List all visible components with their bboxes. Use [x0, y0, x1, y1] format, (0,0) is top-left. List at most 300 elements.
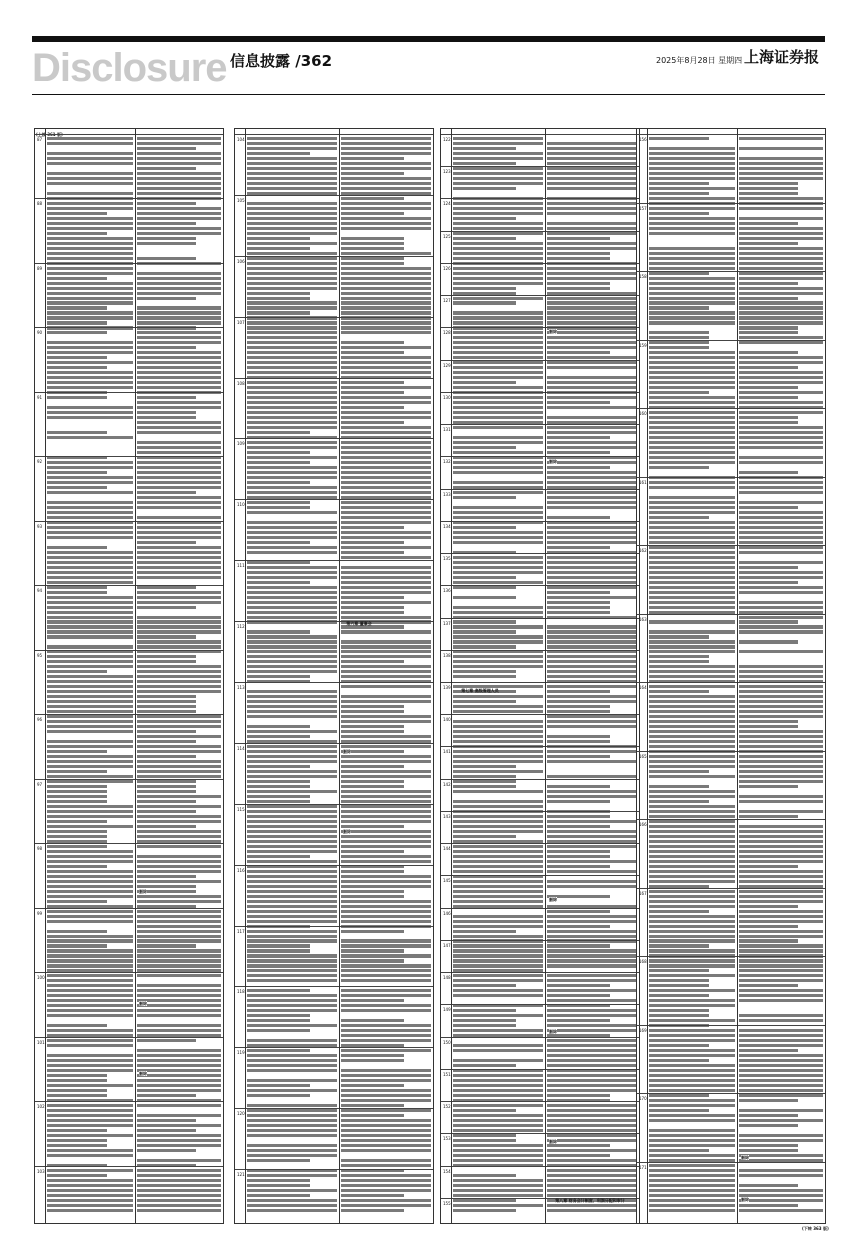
row-divider	[637, 614, 825, 615]
text-line	[649, 556, 735, 559]
text-line	[341, 232, 431, 235]
row-number: 146	[443, 911, 451, 916]
text-line	[547, 491, 637, 494]
text-line	[341, 979, 431, 982]
text-line	[341, 262, 404, 265]
text-line	[341, 775, 431, 778]
row-number: 137	[443, 621, 451, 626]
text-line	[247, 830, 337, 833]
text-line	[47, 561, 133, 564]
text-line	[547, 321, 637, 324]
text-line	[247, 416, 337, 419]
text-line	[341, 1019, 404, 1022]
text-line	[341, 596, 404, 599]
text-line	[739, 401, 823, 404]
text-line	[341, 152, 431, 155]
text-line	[547, 366, 637, 369]
text-line	[453, 1049, 543, 1052]
text-line	[137, 277, 221, 280]
text-line	[341, 954, 431, 957]
text-line	[649, 1099, 735, 1102]
text-line	[341, 1149, 431, 1152]
text-line	[137, 1089, 221, 1092]
text-line	[739, 586, 823, 589]
text-line	[649, 745, 735, 748]
row-divider	[35, 327, 223, 328]
text-line	[247, 1084, 310, 1087]
text-line	[341, 351, 404, 354]
text-line	[47, 810, 133, 813]
column-divider	[647, 129, 648, 1223]
text-line	[137, 920, 221, 923]
text-line	[739, 1029, 823, 1032]
text-line	[649, 1019, 735, 1022]
text-line	[649, 516, 709, 519]
text-line	[547, 596, 637, 599]
text-line	[649, 635, 709, 638]
text-line	[739, 1099, 798, 1102]
row-divider	[441, 1101, 639, 1102]
text-line	[247, 1149, 337, 1152]
text-line	[547, 805, 637, 808]
text-line	[453, 705, 543, 708]
text-line	[453, 1014, 543, 1017]
text-line	[547, 172, 637, 175]
text-line	[453, 795, 543, 798]
text-line	[649, 461, 735, 464]
text-line	[649, 616, 735, 619]
text-line	[137, 272, 221, 275]
row-divider	[441, 392, 639, 393]
text-line	[341, 526, 404, 529]
text-line	[739, 376, 823, 379]
text-line	[739, 606, 823, 609]
text-line	[739, 571, 823, 574]
row-number: 126	[443, 266, 451, 271]
text-line	[341, 616, 431, 619]
text-line	[547, 476, 637, 479]
text-line	[247, 1069, 337, 1072]
text-line	[137, 341, 221, 344]
masthead-bottom-rule	[32, 94, 825, 95]
text-line	[649, 521, 735, 524]
text-line	[341, 690, 431, 693]
text-line	[47, 511, 133, 514]
text-line	[341, 845, 431, 848]
row-divider	[637, 682, 825, 683]
text-line	[649, 620, 735, 623]
text-line	[649, 596, 735, 599]
text-line	[649, 730, 735, 733]
text-line	[649, 386, 735, 389]
row-number: 103	[37, 1169, 45, 1174]
text-line	[649, 1204, 735, 1207]
column-divider	[737, 129, 738, 1223]
row-divider	[441, 972, 639, 973]
text-line	[47, 1069, 133, 1072]
text-line	[47, 1009, 133, 1012]
text-line	[547, 496, 637, 499]
text-line	[341, 1069, 431, 1072]
section-logo: Disclosure	[32, 46, 227, 90]
text-line	[453, 222, 543, 225]
text-line	[649, 491, 735, 494]
text-line	[453, 825, 543, 828]
text-line	[649, 650, 735, 653]
text-line	[341, 905, 431, 908]
text-line	[47, 162, 133, 165]
text-line	[47, 1144, 107, 1147]
text-line	[453, 740, 543, 743]
row-number: 99	[37, 911, 43, 916]
text-line	[247, 1079, 337, 1082]
text-line	[137, 810, 196, 813]
text-line	[649, 655, 709, 658]
row-divider	[441, 746, 639, 747]
text-line	[649, 900, 735, 903]
text-line	[247, 800, 310, 803]
text-line	[739, 556, 823, 559]
text-line	[649, 715, 735, 718]
text-line	[137, 247, 221, 250]
text-line	[649, 601, 735, 604]
text-line	[547, 461, 637, 464]
text-line	[47, 855, 133, 858]
text-line	[739, 969, 823, 972]
text-line	[341, 401, 431, 404]
row-divider	[35, 1101, 223, 1102]
text-line	[137, 396, 196, 399]
text-line	[47, 1059, 133, 1062]
text-line	[137, 596, 221, 599]
text-line	[453, 1119, 543, 1122]
row-divider	[35, 908, 223, 909]
text-line	[649, 162, 735, 165]
text-line	[137, 441, 221, 444]
text-line	[739, 431, 823, 434]
text-line	[341, 1094, 431, 1097]
row-divider	[35, 456, 223, 457]
text-line	[649, 1164, 735, 1167]
text-line	[47, 665, 133, 668]
text-line	[47, 695, 133, 698]
row-number: 135	[443, 556, 451, 561]
text-line	[547, 331, 637, 334]
text-line	[739, 695, 823, 698]
text-line	[547, 815, 610, 818]
original-text-column	[649, 137, 735, 1217]
text-line	[739, 491, 823, 494]
text-line	[649, 531, 735, 534]
text-line	[649, 277, 735, 280]
row-number: 113	[237, 685, 245, 690]
row-number: 89	[37, 266, 43, 271]
text-line	[739, 1154, 823, 1157]
text-line	[137, 1054, 221, 1057]
text-line	[453, 177, 543, 180]
text-line	[341, 860, 431, 863]
text-line	[341, 576, 431, 579]
text-line	[739, 1064, 823, 1067]
text-line	[649, 810, 735, 813]
text-line	[247, 1129, 337, 1132]
text-line	[739, 596, 823, 599]
text-line	[137, 187, 221, 190]
text-line	[247, 974, 337, 977]
text-line	[247, 880, 337, 883]
text-line	[341, 695, 431, 698]
text-line	[137, 1064, 221, 1067]
text-line	[453, 920, 543, 923]
text-line	[137, 830, 221, 833]
text-line	[453, 321, 543, 324]
row-divider	[637, 340, 825, 341]
row-number: 132	[443, 459, 451, 464]
text-line	[47, 311, 133, 314]
text-line	[137, 1139, 221, 1142]
text-line	[247, 511, 337, 514]
text-line	[247, 1034, 337, 1037]
text-line	[649, 665, 735, 668]
text-line	[137, 635, 196, 638]
row-number: 100	[37, 975, 45, 980]
text-line	[137, 516, 221, 519]
text-line	[47, 1129, 107, 1132]
row-divider	[35, 198, 223, 199]
text-line	[341, 371, 431, 374]
text-line	[47, 361, 133, 364]
text-line	[739, 1049, 798, 1052]
text-line	[739, 1019, 823, 1022]
text-line	[453, 356, 543, 359]
text-line	[341, 446, 431, 449]
text-line	[547, 1104, 637, 1107]
text-line	[739, 541, 823, 544]
text-line	[341, 1004, 431, 1007]
text-line	[47, 685, 133, 688]
text-line	[649, 1059, 709, 1062]
text-line	[341, 571, 431, 574]
text-line	[247, 591, 337, 594]
text-line	[137, 222, 196, 225]
text-line	[341, 202, 431, 205]
text-line	[47, 1159, 133, 1162]
text-line	[247, 675, 310, 678]
text-line	[547, 750, 637, 753]
text-line	[649, 356, 735, 359]
text-line	[47, 202, 133, 205]
text-line	[547, 1179, 637, 1182]
text-line	[137, 665, 221, 668]
text-line	[547, 436, 610, 439]
text-line	[247, 571, 337, 574]
text-line	[453, 481, 543, 484]
text-line	[47, 147, 133, 150]
text-line	[739, 765, 823, 768]
text-line	[47, 875, 133, 878]
text-line	[453, 411, 543, 414]
text-line	[341, 212, 404, 215]
text-line	[547, 825, 610, 828]
text-line	[137, 1104, 221, 1107]
text-line	[247, 576, 337, 579]
text-line	[47, 232, 107, 235]
text-line	[137, 511, 221, 514]
text-line	[649, 1114, 735, 1117]
text-line	[137, 765, 221, 768]
text-line	[341, 989, 431, 992]
row-number: 147	[443, 943, 451, 948]
text-line	[247, 1174, 337, 1177]
revised-text-column	[137, 137, 221, 1217]
text-line	[739, 1169, 823, 1172]
text-line	[649, 795, 735, 798]
chapter-heading: 第六章 董事会	[346, 621, 372, 626]
text-line	[247, 426, 337, 429]
text-line	[247, 720, 337, 723]
row-divider	[35, 1037, 223, 1038]
text-line	[137, 551, 221, 554]
text-line	[739, 845, 823, 848]
text-line	[739, 865, 798, 868]
text-line	[137, 526, 221, 529]
text-line	[341, 1074, 431, 1077]
text-line	[649, 1179, 735, 1182]
column-divider	[339, 129, 340, 1223]
text-line	[453, 297, 543, 300]
row-number: 87	[37, 137, 43, 142]
text-line	[453, 750, 543, 753]
text-line	[137, 770, 221, 773]
text-line	[247, 755, 337, 758]
text-line	[47, 660, 133, 663]
text-line	[649, 1189, 735, 1192]
text-line	[341, 840, 431, 843]
text-line	[739, 496, 823, 499]
row-number: 120	[237, 1111, 245, 1116]
text-line	[137, 297, 196, 300]
text-line	[649, 441, 735, 444]
text-line	[453, 979, 543, 982]
text-line	[649, 1109, 709, 1112]
text-line	[453, 451, 543, 454]
text-line	[247, 660, 337, 663]
text-line	[453, 1114, 543, 1117]
text-line	[341, 660, 404, 663]
text-line	[247, 232, 337, 235]
text-line	[247, 381, 337, 384]
text-line	[649, 351, 735, 354]
text-line	[649, 581, 735, 584]
text-line	[341, 556, 431, 559]
text-line	[739, 321, 823, 324]
text-line	[47, 725, 133, 728]
text-line	[547, 1114, 637, 1117]
text-line	[137, 202, 196, 205]
text-line	[247, 745, 337, 748]
text-line	[341, 287, 431, 290]
text-line	[453, 725, 543, 728]
text-line	[453, 506, 543, 509]
text-line	[247, 870, 337, 873]
text-line	[739, 939, 798, 942]
text-line	[247, 625, 337, 628]
text-line	[341, 187, 431, 190]
row-number: 129	[443, 363, 451, 368]
text-line	[739, 292, 823, 295]
text-line	[341, 780, 404, 783]
text-line	[649, 785, 709, 788]
text-line	[649, 316, 735, 319]
text-line	[137, 331, 221, 334]
text-line	[47, 690, 133, 693]
text-line	[547, 1124, 637, 1127]
text-line	[341, 391, 404, 394]
text-line	[453, 765, 516, 768]
text-line	[247, 1049, 310, 1052]
text-line	[547, 925, 610, 928]
text-line	[137, 964, 221, 967]
text-line	[649, 411, 735, 414]
deleted-marker: 删除	[549, 1029, 557, 1034]
text-line	[649, 905, 735, 908]
row-number: 112	[237, 624, 245, 629]
text-line	[547, 1209, 637, 1212]
text-line	[247, 790, 337, 793]
text-line	[739, 1074, 823, 1077]
text-line	[739, 526, 823, 529]
text-line	[649, 870, 735, 873]
text-line	[649, 1054, 735, 1057]
text-line	[47, 964, 133, 967]
text-line	[137, 481, 221, 484]
text-line	[547, 920, 637, 923]
text-line	[453, 606, 543, 609]
text-line	[341, 810, 431, 813]
text-line	[47, 1089, 107, 1092]
text-line	[649, 865, 735, 868]
text-line	[547, 426, 637, 429]
text-line	[341, 720, 431, 723]
text-line	[739, 591, 823, 594]
text-line	[547, 720, 637, 723]
text-line	[649, 456, 735, 459]
text-line	[453, 994, 543, 997]
text-line	[341, 875, 431, 878]
text-line	[47, 925, 133, 928]
text-line	[453, 635, 543, 638]
text-line	[547, 1009, 637, 1012]
text-line	[739, 391, 823, 394]
text-line	[739, 1164, 823, 1167]
text-line	[739, 242, 798, 245]
text-line	[341, 506, 431, 509]
text-line	[547, 536, 637, 539]
text-line	[137, 586, 196, 589]
text-line	[137, 994, 221, 997]
text-line	[341, 959, 404, 962]
text-line	[47, 142, 133, 145]
text-line	[341, 177, 431, 180]
text-line	[649, 391, 709, 394]
row-divider	[35, 585, 223, 586]
revised-text-column	[341, 137, 431, 1217]
row-divider	[35, 263, 223, 264]
text-line	[137, 720, 221, 723]
text-line	[739, 162, 823, 165]
text-line	[649, 282, 735, 285]
row-divider	[441, 1133, 639, 1134]
